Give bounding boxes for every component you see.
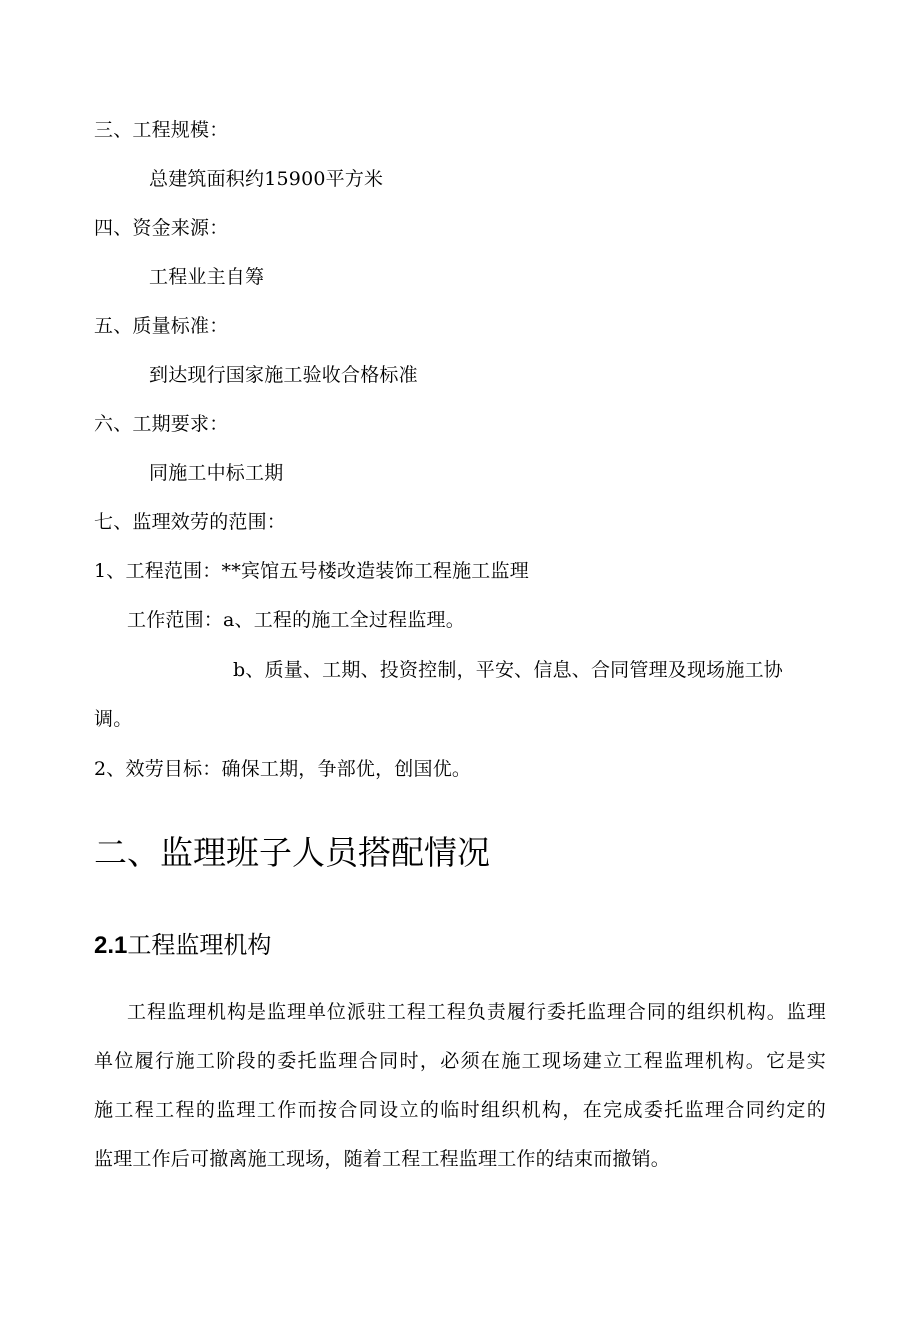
service-heading: 七、监理效劳的范围：	[94, 511, 287, 533]
paragraph-line-2: 单位履行施工阶段的委托监理合同时，必须在施工现场建立工程监理机构。它是实	[94, 1050, 826, 1072]
funding-heading: 四、资金来源：	[94, 217, 229, 239]
scale-heading: 三、工程规模：	[94, 119, 229, 141]
service-item-scope: 1、工程范围：**宾馆五号楼改造装饰工程施工监理	[94, 560, 529, 582]
schedule-heading: 六、工期要求：	[94, 413, 229, 435]
section-title: 二、监理班子人员搭配情况	[94, 833, 490, 872]
paragraph-line-1: 工程监理机构是监理单位派驻工程工程负责履行委托监理合同的组织机构。监理	[127, 1001, 826, 1023]
paragraph-line-3: 施工程工程的监理工作而按合同设立的临时组织机构，在完成委托监理合同约定的	[94, 1099, 826, 1121]
service-item-goal: 2、效劳目标：确保工期，争部优，创国优。	[94, 758, 472, 780]
work-scope-b-continuation: 调。	[94, 708, 133, 730]
schedule-value: 同施工中标工期	[149, 462, 284, 484]
subsection-title	[94, 929, 271, 962]
work-scope-a: 工作范围：a、工程的施工全过程监理。	[127, 609, 465, 631]
work-scope-b: b、质量、工期、投资控制，平安、信息、合同管理及现场施工协	[233, 659, 783, 681]
subsection-number: 2.1	[94, 932, 128, 959]
funding-value: 工程业主自筹	[149, 266, 265, 288]
scale-value: 总建筑面积约15900平方米	[149, 168, 384, 190]
paragraph-line-4: 监理工作后可撤离施工现场，随着工程工程监理工作的结束而撤销。	[94, 1148, 671, 1170]
quality-heading: 五、质量标准：	[94, 315, 229, 337]
subsection-title-text: 工程监理机构	[127, 931, 272, 959]
quality-value: 到达现行国家施工验收合格标准	[149, 364, 418, 386]
